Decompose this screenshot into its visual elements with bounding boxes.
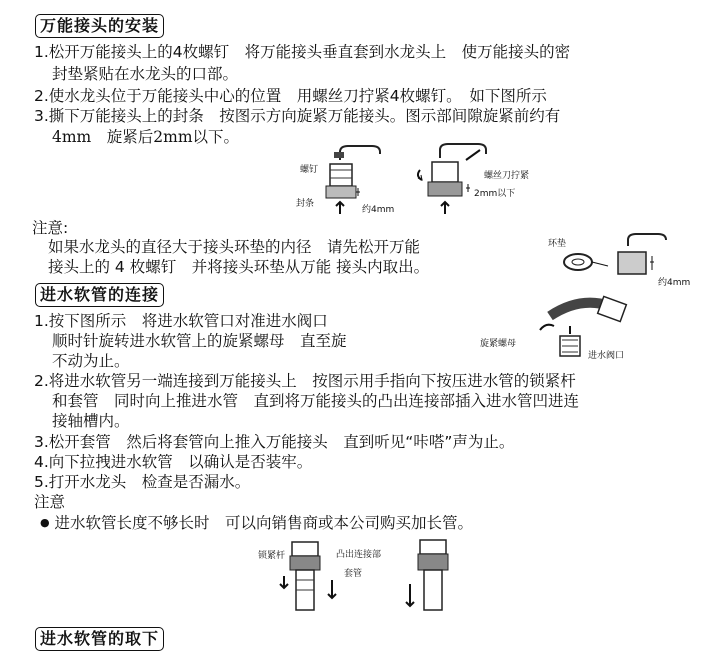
label-approx-4mm: 约4mm: [362, 205, 395, 215]
install-step-3-cont: 4mm 旋紧后2mm以下。: [52, 128, 240, 146]
install-step-1: 1.松开万能接头上的4枚螺钉 将万能接头垂直套到水龙头上 使万能接头的密: [34, 43, 571, 61]
connect-step-2: 2.将进水软管另一端连接到万能接头上 按图示用手指向下按压进水管的锁紧杆: [34, 372, 576, 390]
note-1-line-2: 接头上的 4 枚螺钉 并将接头环垫从万能 接头内取出。: [48, 258, 430, 276]
label-sleeve: 套管: [344, 569, 363, 579]
install-step-3: 3.撕下万能接头上的封条 按图示方向旋紧万能接头。图示部间隙旋紧前约有: [34, 107, 561, 125]
label-inlet-valve: 进水阀口: [588, 351, 625, 361]
connect-step-4: 4.向下拉拽进水软管 以确认是否装牢。: [34, 453, 313, 471]
bullet-icon: ●: [40, 516, 50, 529]
note-1-title: 注意:: [32, 219, 69, 237]
label-screw: 螺钉: [300, 165, 319, 175]
label-tightening-nut: 旋紧螺母: [480, 339, 517, 349]
section-title-install: 万能接头的安装: [35, 14, 164, 38]
label-screwdriver: 螺丝刀拧紧: [484, 171, 530, 181]
connect-step-1-cont-2: 不动为止。: [52, 352, 130, 370]
install-step-1-cont: 封垫紧贴在水龙头的口部。: [52, 65, 239, 83]
label-lock-lever: 锁紧杆: [258, 551, 286, 561]
label-seal: 封条: [296, 199, 315, 209]
note-2-bullet-row: [40, 513, 473, 533]
connect-step-2-cont-2: 接轴槽内。: [52, 412, 130, 430]
section-title-remove: 进水软管的取下: [35, 627, 164, 651]
connect-step-1-cont: 顺时针旋转进水软管上的旋紧螺母 直至旋: [52, 332, 347, 350]
connect-step-5: 5.打开水龙头 检查是否漏水。: [34, 473, 251, 491]
label-approx-4mm-2: 约4mm: [658, 278, 691, 288]
label-under-2mm: 2mm以下: [474, 189, 516, 199]
install-step-2: 2.使水龙头位于万能接头中心的位置 用螺丝刀拧紧4枚螺钉。 如下图所示: [34, 87, 547, 105]
label-protrusion: 凸出连接部: [336, 550, 382, 560]
note-2-bullet-text: 进水软管长度不够长时 可以向销售商或本公司购买加长管。: [54, 514, 474, 532]
section-title-connect: 进水软管的连接: [35, 283, 164, 307]
connect-step-1: 1.按下图所示 将进水软管口对准进水阀口: [34, 312, 328, 330]
note-2-title: 注意: [34, 493, 66, 511]
note-1-line-1: 如果水龙头的直径大于接头环垫的内径 请先松开万能: [48, 238, 421, 256]
label-ring-gasket: 环垫: [548, 239, 567, 249]
connect-step-3: 3.松开套管 然后将套管向上推入万能接头 直到听见“咔嗒”声为止。: [34, 433, 515, 451]
connect-step-2-cont: 和套管 同时向上推进水管 直到将万能接头的凸出连接部插入进水管凹进连: [52, 392, 580, 410]
